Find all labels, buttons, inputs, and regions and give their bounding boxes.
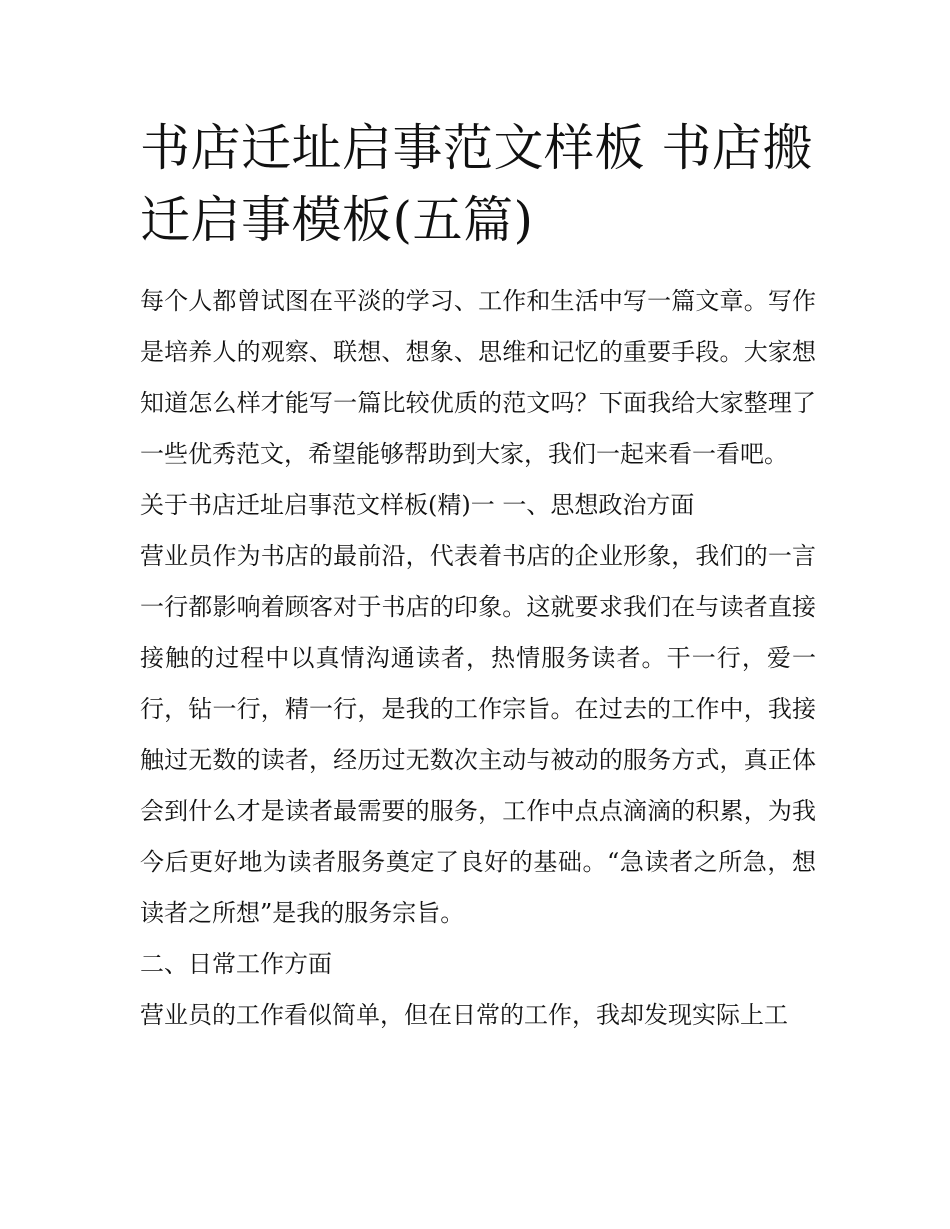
- document-title: 书店迁址启事范文样板 书店搬迁启事模板(五篇): [140, 119, 813, 249]
- section-1-body: 营业员作为书店的最前沿，代表着书店的企业形象，我们的一言一行都影响着顾客对于书店的印象。这就要求我们在与读者直接接触的过程中以真情沟通读者，热情服务读者。干一行，爱一行，钻一行，精一行，是我的工作宗旨。在过去的工作中，我接触过无数的读者，经历过无数次主动与被动的服务方式，真正体会到什么才是读者最需要的服务，工作中点点滴滴的积累，为我今后更好地为读者服务奠定了良好的基础。“急读者之所急，想读者之所想”是我的服务宗旨。: [140, 542, 816, 927]
- section-2-body: 营业员的工作看似简单，但在日常的工作，我却发现实际上工: [140, 1001, 788, 1029]
- intro-paragraph: 每个人都曾试图在平淡的学习、工作和生活中写一篇文章。写作是培养人的观察、联想、想象、思维和记忆的重要手段。大家想知道怎么样才能写一篇比较优质的范文吗？下面我给大家整理了一些优秀范文，希望能够帮助到大家，我们一起来看一看吧。: [140, 287, 816, 468]
- section-1-heading: 关于书店迁址启事范文样板(精)一 一、思想政治方面: [140, 491, 695, 519]
- section-2-heading: 二、日常工作方面: [140, 950, 332, 978]
- document-content: [140, 112, 816, 1041]
